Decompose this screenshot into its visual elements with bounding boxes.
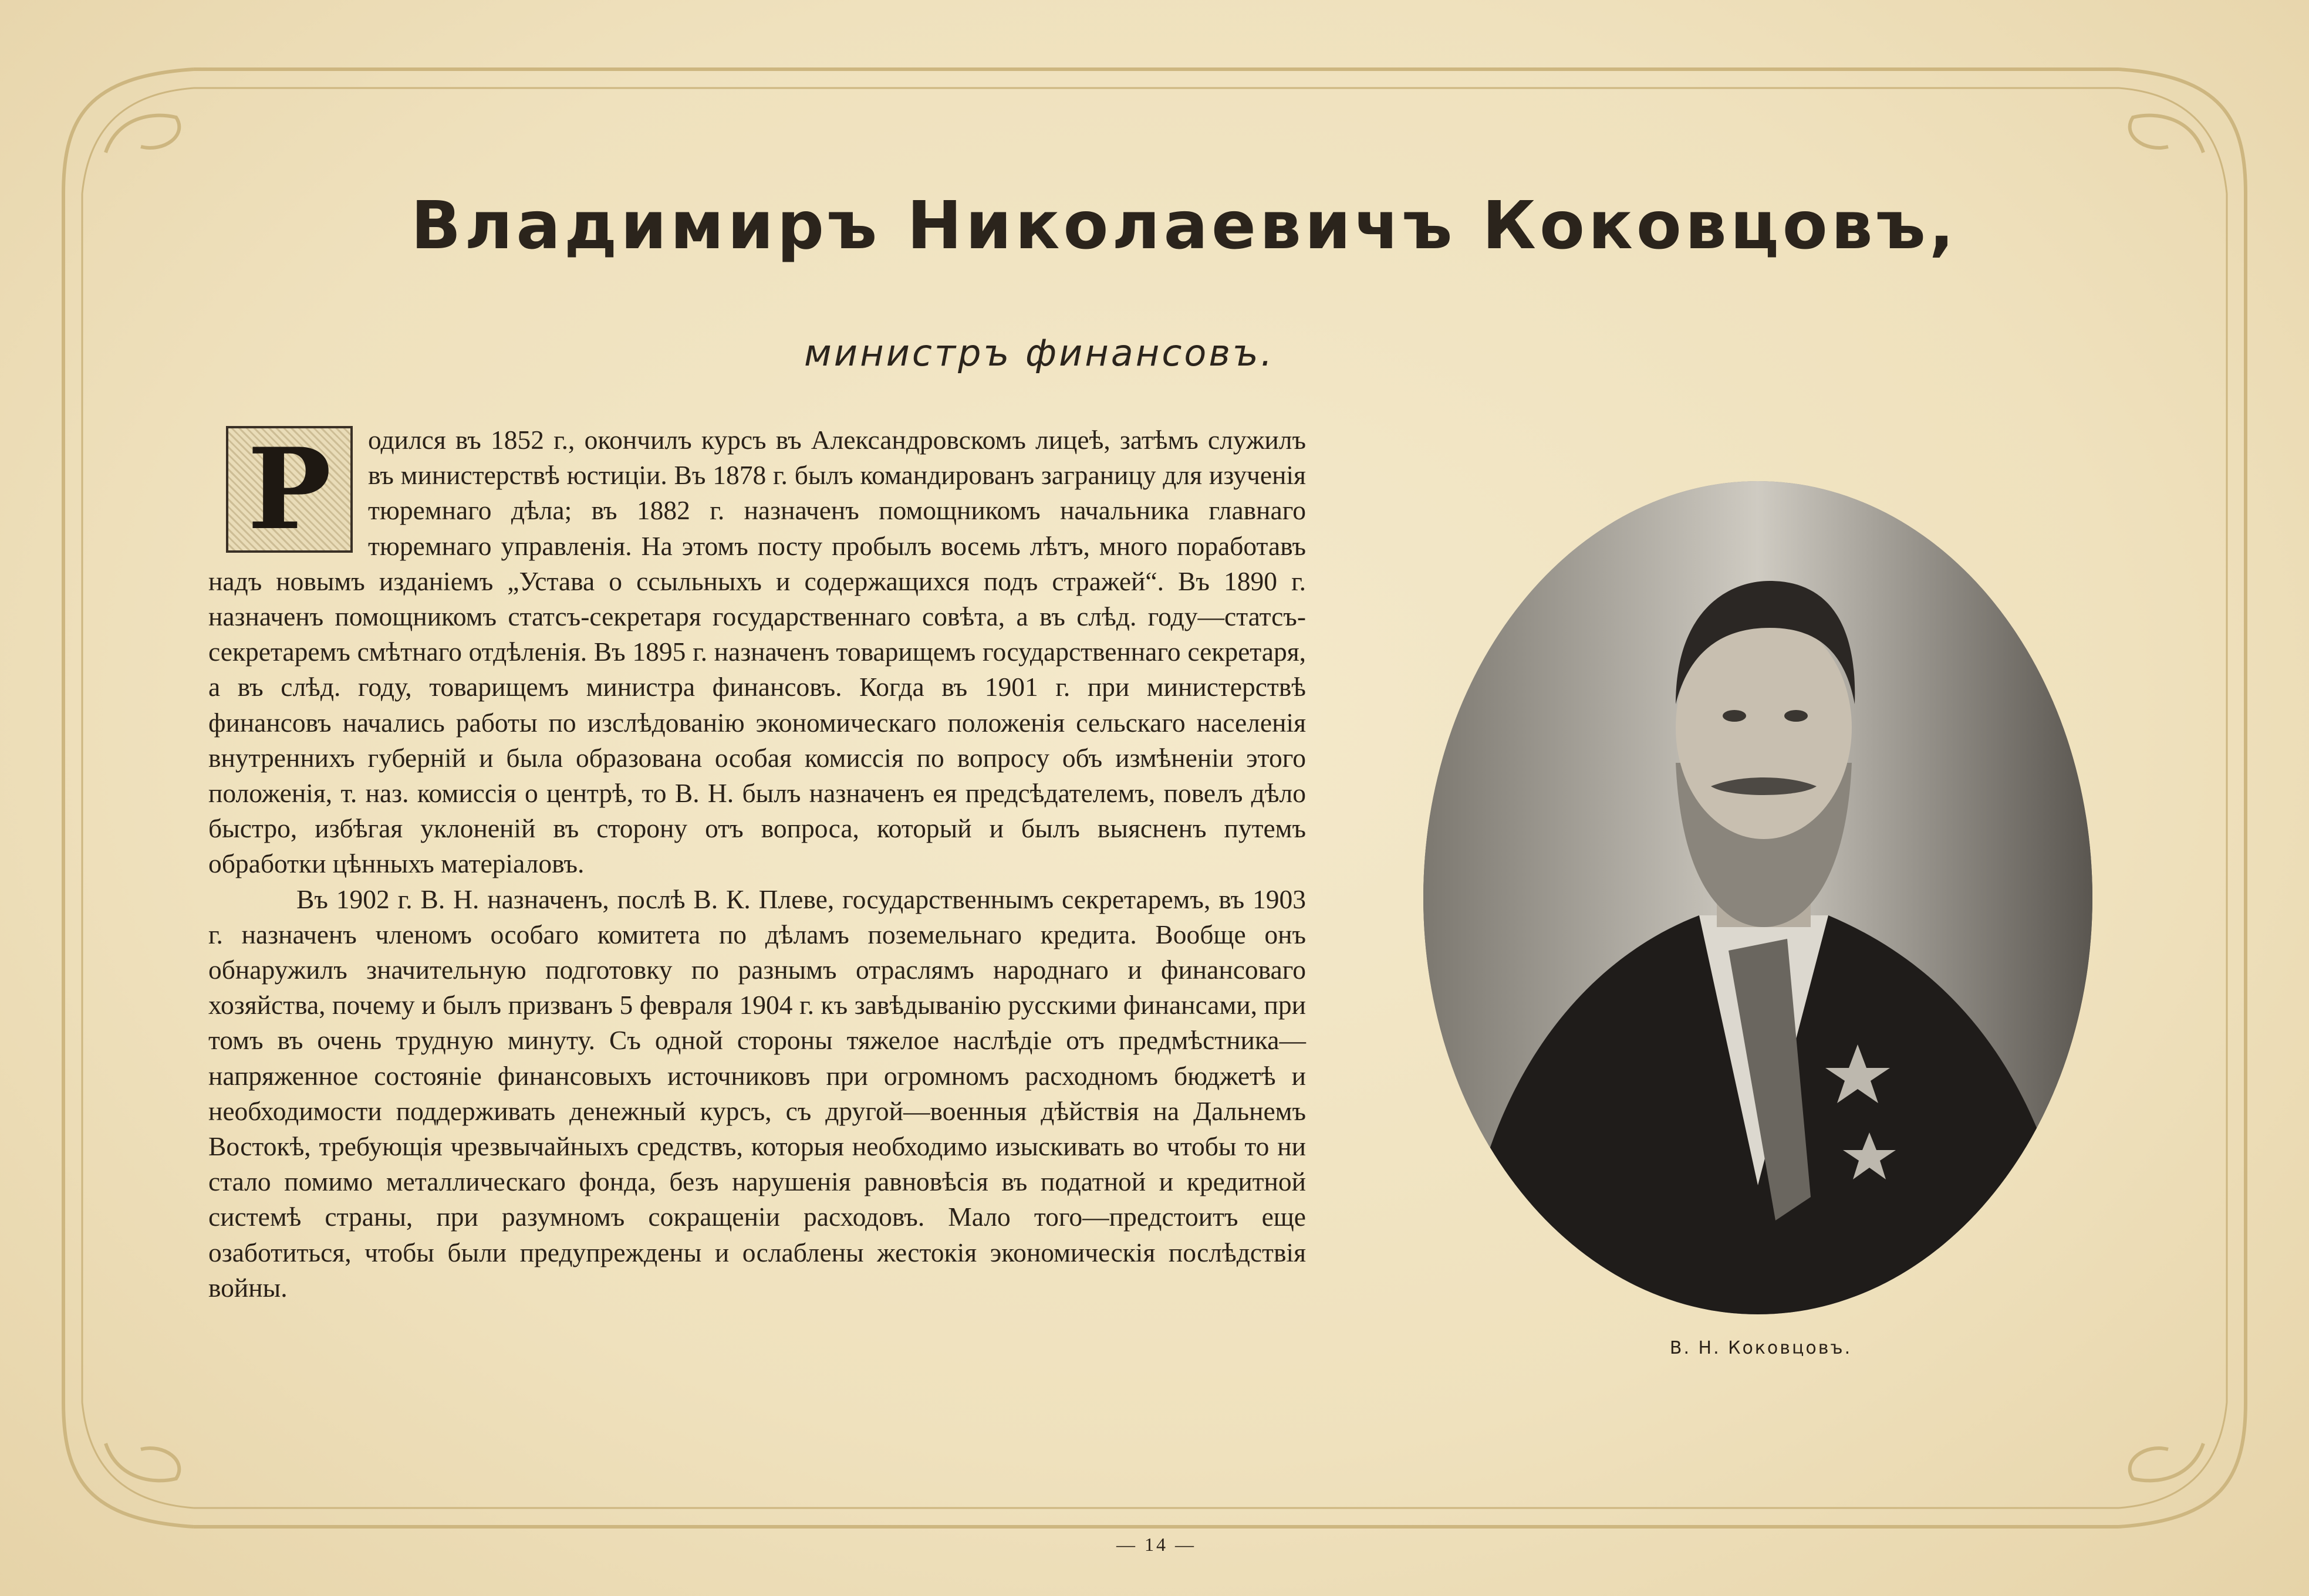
paragraph-1 (208, 422, 1306, 882)
portrait-photo (1423, 481, 2092, 1314)
paragraph-2: Въ 1902 г. В. Н. назначенъ, послѣ В. К. Плеве, государственнымъ секретаремъ, въ 1903 г. назначенъ членомъ особаго комитета по дѣламъ поземельнаго кредита. Вообще онъ обнаружилъ значительную подготовку по разнымъ отраслямъ народнаго и финансоваго хозяйства, почему и былъ призванъ 5 февраля 1904 г. къ завѣдыванію русскими финансами, при томъ въ очень трудную минуту. Съ одной стороны тяжелое наслѣдіе отъ предмѣстника—напряженное состояніе финансовыхъ источниковъ при огромномъ расходномъ бюджетѣ и необходимости поддерживать денежный курсъ, съ другой—военныя дѣйствія на Дальнемъ Востокѣ, требующія чрезвычайныхъ средствъ, которыя необходимо изыскивать во чтобы то ни стало помимо металлическаго фонда, безъ нарушенія равновѣсія въ податной и кредитной системѣ страны, при разумномъ сокращеніи расходовъ. Мало того—предстоитъ еще озаботиться, чтобы были предупреждены и ослаблены жестокія экономическія послѣдствія войны. (208, 884, 1306, 1303)
article-body (208, 422, 1306, 1306)
portrait-figure (1423, 481, 2092, 1314)
page-subtitle: министръ финансовъ. (804, 332, 1275, 374)
dropcap-letter: Р (247, 424, 332, 554)
page-title: Владимиръ Николаевичъ Коковцовъ, (411, 188, 1958, 264)
paragraph-1-text: одился въ 1852 г., окончилъ курсъ въ Александровскомъ лицеѣ, затѣмъ служилъ въ министерствѣ юстиціи. Въ 1878 г. былъ командированъ заграницу для изученія тюремнаго дѣла; въ 1882 г. назначенъ помощникомъ начальника главнаго тюремнаго управленія. На этомъ посту пробылъ восемь лѣтъ, много поработавъ надъ новымъ изданіемъ „Устава о ссыльныхъ и содержащихся подъ стражей“. Въ 1890 г. назначенъ помощникомъ статсъ-секретаря государственнаго совѣта, а въ слѣд. году—статсъ-секретаремъ смѣтнаго отдѣленія. Въ 1895 г. назначенъ товарищемъ государственнаго секретаря, а въ слѣд. году, товарищемъ министра финансовъ. Когда въ 1901 г. при министерствѣ финансовъ начались работы по изслѣдованію экономическаго положенія сельскаго населенія внутреннихъ губерній и была образована особая комиссія по вопросу объ измѣненіи этого положенія, т. наз. комиссія о центрѣ, то В. Н. былъ назначенъ ея предсѣдателемъ, повелъ дѣло быстро, избѣгая уклоненій въ сторону отъ вопроса, который и былъ выясненъ путемъ обработки цѣнныхъ матеріаловъ. (208, 425, 1306, 879)
page-number: — 14 — (1116, 1534, 1196, 1555)
dropcap-ornament (226, 426, 353, 553)
portrait-caption: В. Н. Коковцовъ. (1669, 1338, 1852, 1358)
